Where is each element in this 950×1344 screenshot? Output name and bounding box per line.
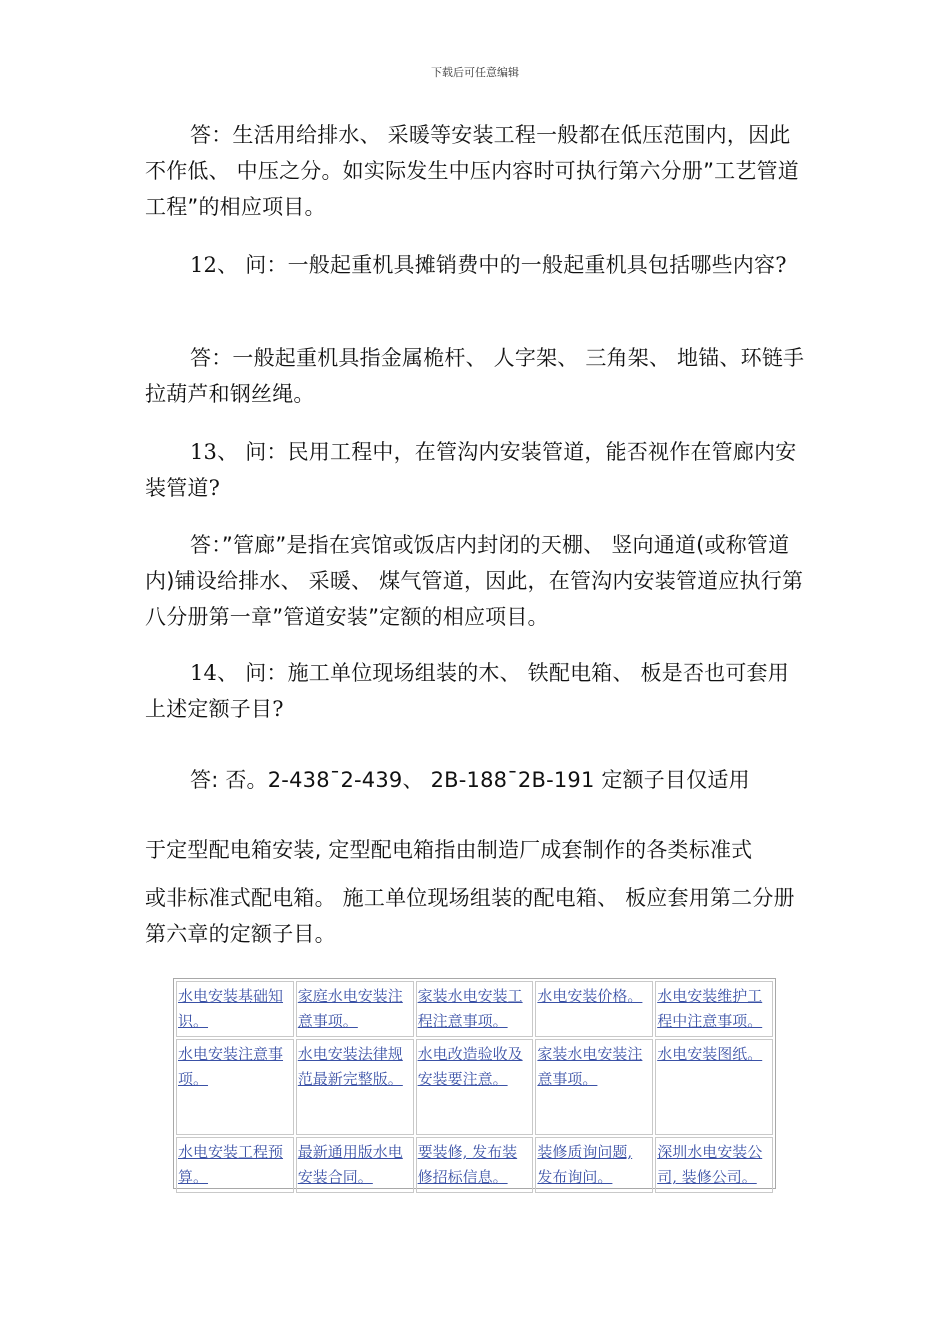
question-paragraph-13: 13、 问：民用工程中，在管沟内安装管道，能否视作在管廊内安装管道?: [145, 440, 797, 500]
related-link[interactable]: 水电安装基础知识。: [176, 981, 294, 1037]
related-link[interactable]: 水电安装法律规范最新完整版。: [296, 1039, 414, 1135]
answer-paragraph-14-line1: 答: 否。2-438¯2-439、 2B-188¯2B-191 定额子目仅适用: [190, 768, 750, 792]
answer-paragraph-13: 答：”管廊”是指在宾馆或饭店内封闭的天棚、 竖向通道(或称管道内)铺设给排水、 采暖、 煤气管道，因此，在管沟内安装管道应执行第八分册第一章”管道安装”定额的相应项目。: [145, 533, 804, 629]
related-link[interactable]: 深圳水电安装公司, 装修公司。: [655, 1137, 773, 1193]
related-link[interactable]: 家庭水电安装注意事项。: [296, 981, 414, 1037]
links-row: [176, 1039, 773, 1135]
question-paragraph-14: 14、 问：施工单位现场组装的木、 铁配电箱、 板是否也可套用上述定额子目?: [145, 661, 789, 721]
related-link[interactable]: 水电安装图纸。: [655, 1039, 773, 1135]
links-row: [176, 1137, 773, 1193]
question-paragraph-12: 12、 问：一般起重机具摊销费中的一般起重机具包括哪些内容?: [190, 253, 787, 277]
related-link[interactable]: 家装水电安装工程注意事项。: [416, 981, 534, 1037]
answer-paragraph-14-line2: 于定型配电箱安装, 定型配电箱指由制造厂成套制作的各类标准式: [145, 838, 753, 862]
answer-paragraph-11: 答：生活用给排水、 采暖等安装工程一般都在低压范围内，因此不作低、 中压之分。如实际发生中压内容时可执行第六分册”工艺管道工程”的相应项目。: [145, 123, 799, 219]
page-header: 下载后可任意编辑: [431, 66, 519, 79]
related-link[interactable]: 水电改造验收及安装要注意。: [416, 1039, 534, 1135]
related-link[interactable]: 水电安装价格。: [535, 981, 653, 1037]
related-link[interactable]: 装修质询问题, 发布询问。: [535, 1137, 653, 1193]
related-link[interactable]: 要装修, 发布装修招标信息。: [416, 1137, 534, 1193]
related-link[interactable]: 水电安装注意事项。: [176, 1039, 294, 1135]
related-link[interactable]: 水电安装工程预算。: [176, 1137, 294, 1193]
related-links-table: [173, 978, 776, 1189]
answer-paragraph-14-line3: 或非标准式配电箱。 施工单位现场组装的配电箱、 板应套用第二分册第六章的定额子目。: [145, 886, 795, 946]
related-link[interactable]: 最新通用版水电安装合同。: [296, 1137, 414, 1193]
related-link[interactable]: 水电安装维护工程中注意事项。: [655, 981, 773, 1037]
links-row: [176, 981, 773, 1037]
answer-paragraph-12: 答：一般起重机具指金属桅杆、 人字架、 三角架、 地锚、环链手拉葫芦和钢丝绳。: [145, 346, 805, 406]
related-link[interactable]: 家装水电安装注意事项。: [535, 1039, 653, 1135]
